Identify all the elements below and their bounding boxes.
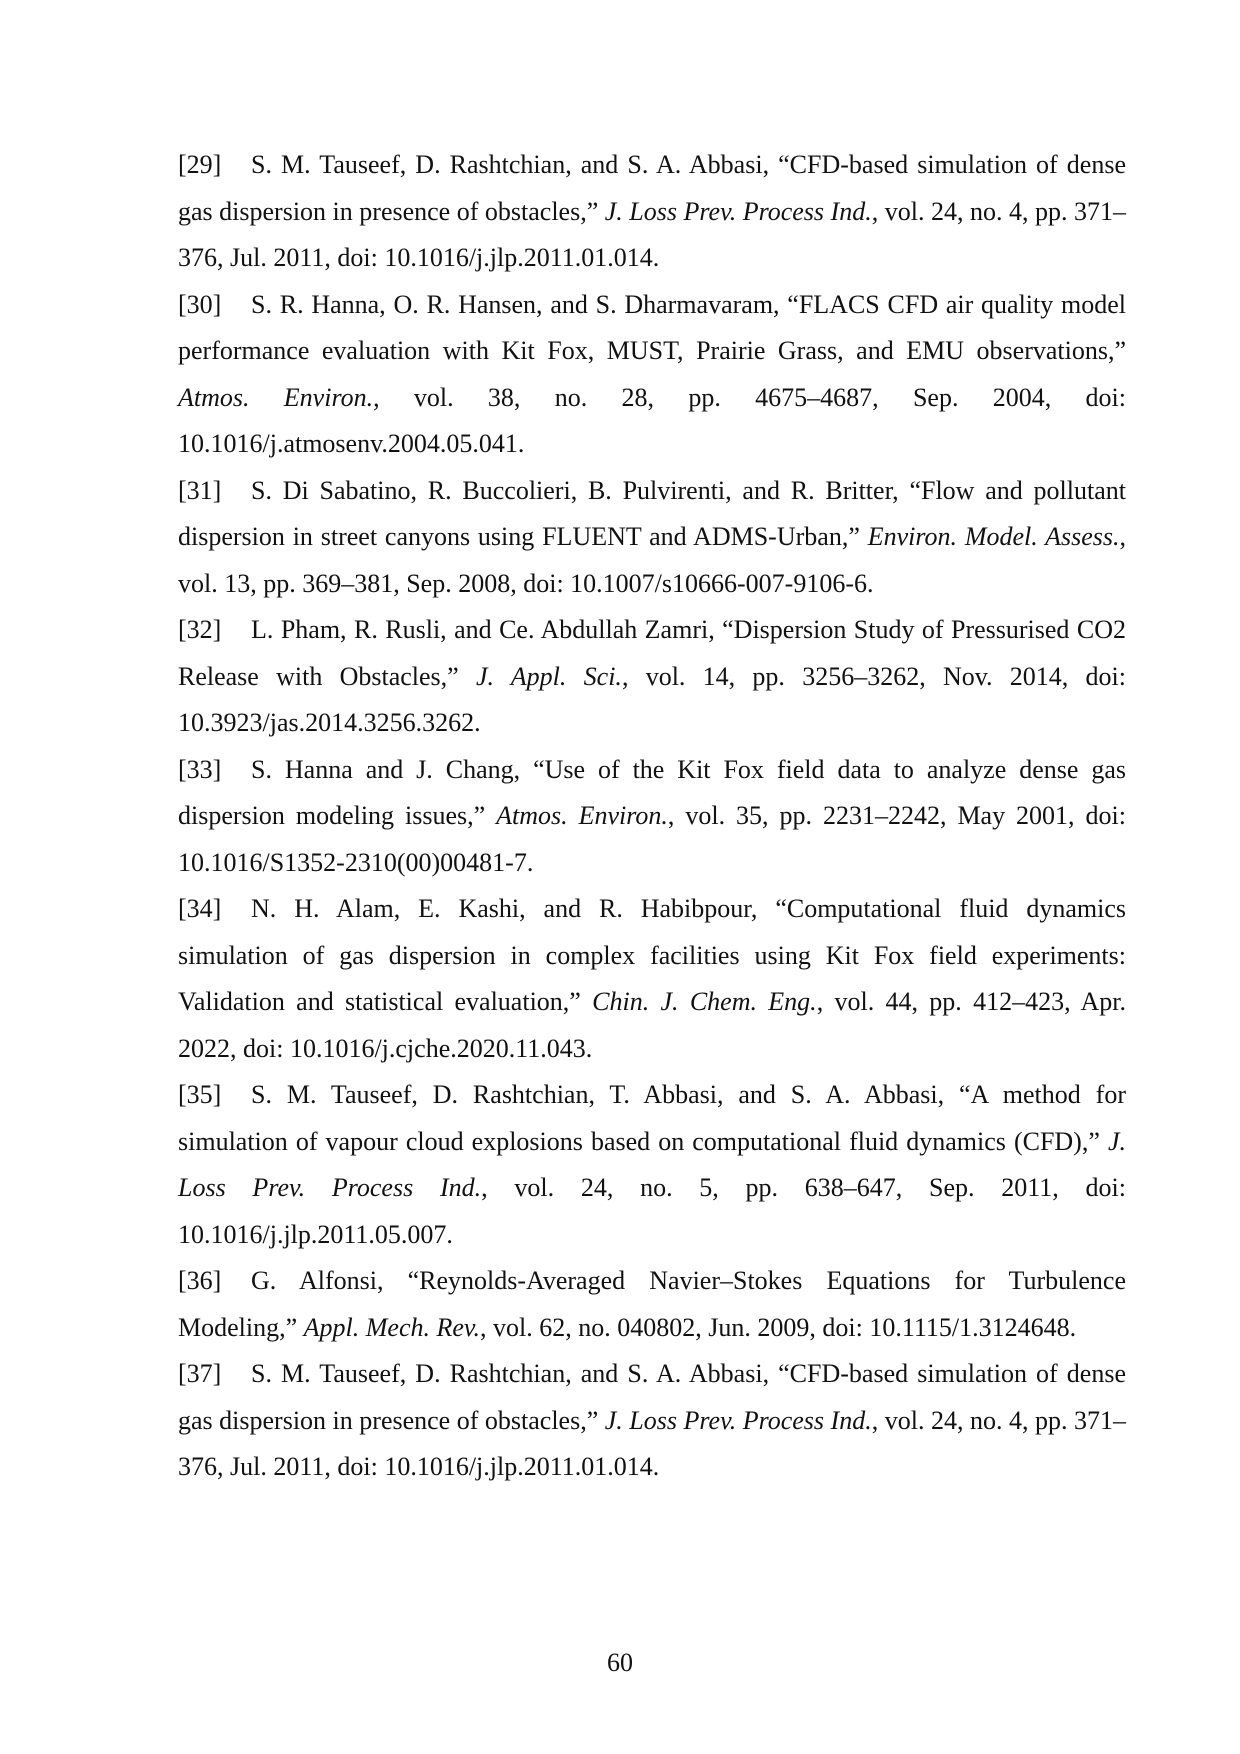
reference-text: N. H. Alam, E. Kashi, and R. Habibpour, “Computational fluid dynamics simulation of gas dispersion in complex facilities using Kit Fox field experiments: Validation and statistical evaluation,” bbox=[178, 894, 1126, 1016]
reference-journal: J. Loss Prev. Process Ind. bbox=[604, 196, 872, 226]
reference-number: [30] bbox=[178, 289, 222, 319]
reference-text: S. M. Tauseef, D. Rashtchian, and S. A. Abbasi, “CFD-based simulation of dense gas dispersion in presence of obstacles,” bbox=[178, 1359, 1126, 1435]
reference-details: , vol. 14, pp. 3256–3262, Nov. 2014, doi: 10.3923/jas.2014.3256.3262. bbox=[178, 661, 1127, 737]
reference-item bbox=[178, 282, 1126, 468]
reference-details: , vol. 38, no. 28, pp. 4675–4687, Sep. 2004, doi: 10.1016/j.atmosenv.2004.05.041. bbox=[178, 382, 1126, 458]
reference-journal: J. Loss Prev. Process Ind. bbox=[604, 1405, 872, 1435]
reference-journal: Atmos. Environ. bbox=[178, 382, 374, 412]
reference-text: G. Alfonsi, “Reynolds-Averaged Navier–Stokes Equations for Turbulence Modeling,” bbox=[178, 1266, 1126, 1342]
reference-details: , vol. 35, pp. 2231–2242, May 2001, doi: 10.1016/S1352-2310(00)00481-7. bbox=[178, 801, 1126, 877]
reference-details: , vol. 24, no. 4, pp. 371–376, Jul. 2011, doi: 10.1016/j.jlp.2011.01.014. bbox=[178, 196, 1126, 272]
reference-journal: Atmos. Environ. bbox=[496, 801, 668, 830]
reference-journal: Environ. Model. Assess. bbox=[867, 522, 1120, 551]
reference-journal: Chin. J. Chem. Eng. bbox=[592, 987, 817, 1016]
reference-journal: Appl. Mech. Rev. bbox=[303, 1312, 481, 1342]
reference-item bbox=[178, 607, 1126, 747]
reference-item bbox=[178, 1351, 1126, 1491]
reference-item bbox=[178, 142, 1126, 282]
reference-number: [36] bbox=[178, 1266, 222, 1295]
page-number: 60 bbox=[607, 1648, 633, 1677]
reference-number: [35] bbox=[178, 1080, 222, 1109]
reference-text: S. M. Tauseef, D. Rashtchian, and S. A. Abbasi, “CFD-based simulation of dense gas dispersion in presence of obstacles,” bbox=[178, 150, 1126, 226]
reference-number: [33] bbox=[178, 754, 222, 784]
reference-details: , vol. 13, pp. 369–381, Sep. 2008, doi: 10.1007/s10666-007-9106-6. bbox=[178, 522, 1126, 598]
reference-item bbox=[178, 747, 1126, 887]
reference-item bbox=[178, 1072, 1126, 1258]
reference-number: [31] bbox=[178, 475, 222, 505]
reference-details: , vol. 44, pp. 412–423, Apr. 2022, doi: 10.1016/j.cjche.2020.11.043. bbox=[178, 987, 1126, 1063]
reference-details: , vol. 62, no. 040802, Jun. 2009, doi: 10.1115/1.3124648. bbox=[480, 1312, 1077, 1342]
reference-journal: J. Loss Prev. Process Ind. bbox=[178, 1126, 1126, 1202]
reference-text: S. Di Sabatino, R. Buccolieri, B. Pulvirenti, and R. Britter, “Flow and pollutant dispersion in street canyons using FLUENT and ADMS-Urban,” bbox=[178, 475, 1126, 551]
reference-details: , vol. 24, no. 5, pp. 638–647, Sep. 2011, doi: 10.1016/j.jlp.2011.05.007. bbox=[178, 1173, 1126, 1249]
reference-text: S. R. Hanna, O. R. Hansen, and S. Dharmavaram, “FLACS CFD air quality model performance evaluation with Kit Fox, MUST, Prairie Grass, and EMU observations,” bbox=[178, 289, 1126, 365]
reference-details: , vol. 24, no. 4, pp. 371–376, Jul. 2011, doi: 10.1016/j.jlp.2011.01.014. bbox=[178, 1405, 1126, 1481]
reference-text: L. Pham, R. Rusli, and Ce. Abdullah Zamri, “Dispersion Study of Pressurised CO2 Release with Obstacles,” bbox=[178, 615, 1126, 691]
reference-number: [34] bbox=[178, 894, 222, 923]
reference-number: [32] bbox=[178, 615, 222, 644]
reference-text: S. M. Tauseef, D. Rashtchian, T. Abbasi, and S. A. Abbasi, “A method for simulation of vapour cloud explosions based on computational fluid dynamics (CFD),” bbox=[178, 1080, 1126, 1156]
reference-journal: J. Appl. Sci. bbox=[475, 661, 622, 691]
reference-text: S. Hanna and J. Chang, “Use of the Kit Fox field data to analyze dense gas dispersion modeling issues,” bbox=[178, 754, 1126, 830]
reference-list bbox=[178, 142, 1126, 1491]
reference-number: [37] bbox=[178, 1359, 222, 1388]
reference-item bbox=[178, 886, 1126, 1072]
reference-item bbox=[178, 1258, 1126, 1351]
reference-item bbox=[178, 468, 1126, 608]
reference-number: [29] bbox=[178, 150, 222, 179]
